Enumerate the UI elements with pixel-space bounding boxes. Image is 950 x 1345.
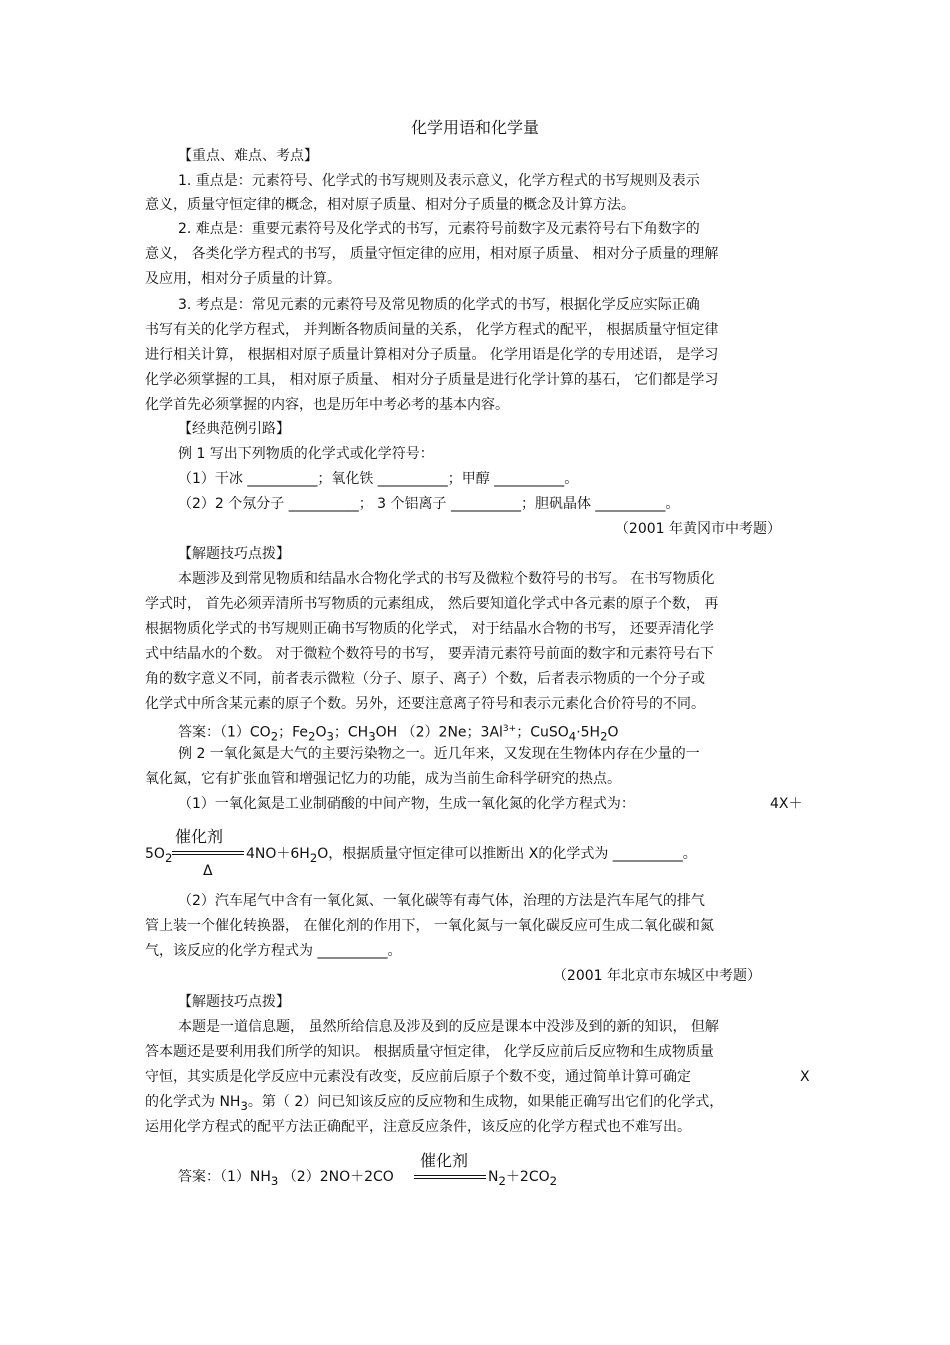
- example2-part1-tail: 4X＋: [770, 796, 803, 812]
- paragraph-line: [145, 1093, 723, 1115]
- example2-part2: （2）汽车尾气中含有一氧化氮、一氧化碳等有毒气体，治理的方法是汽车尾气的排气: [178, 893, 705, 909]
- paragraph-line: 管上装一个催化转换器， 在催化剂的作用下， 一氧化氮与一氧化碳反应可生成二氧化碳和氮: [145, 918, 714, 934]
- paragraph-line: 根据物质化学式的书写规则正确书写物质的化学式， 对于结晶水合物的书写， 还要弄清化学: [145, 621, 714, 637]
- section-heading-key-points: 【重点、难点、考点】: [178, 148, 318, 164]
- paragraph-line: 化学首先必须掌握的内容，也是历年中考必考的基本内容。: [145, 397, 509, 413]
- paragraph-line: 化学式中所含某元素的原子个数。另外，还要注意离子符号和表示元素化合价符号的不同。: [145, 696, 705, 712]
- heat-symbol: Δ: [203, 863, 213, 879]
- equation-text: 5O: [145, 846, 165, 862]
- tips-heading: 【解题技巧点拨】: [178, 546, 290, 562]
- page-title: 化学用语和化学量: [410, 118, 539, 137]
- paragraph-line: 进行相关计算， 根据相对原子质量计算相对分子质量。 化学用语是化学的专用述语， 是学习: [145, 347, 719, 363]
- answer-text: （2）2NO＋2CO: [278, 1169, 394, 1185]
- answer-text: OH （2）2Ne；3Al: [375, 724, 503, 741]
- subscript: 3: [368, 729, 376, 744]
- equation-text: 4NO＋6H: [246, 846, 310, 862]
- section-heading-examples: 【经典范例引路】: [178, 421, 290, 437]
- answer-text: ；CuSO: [516, 724, 569, 741]
- subscript: 3: [270, 1173, 279, 1188]
- paragraph-line: 意义，质量守恒定律的概念，相对原子质量、相对分子质量的概念及计算方法。: [145, 197, 635, 213]
- paragraph-line: 化学必须掌握的工具， 相对原子质量、 相对分子质量是进行化学计算的基石， 它们都是学习: [145, 372, 719, 388]
- answer-text: ·5H: [576, 724, 601, 741]
- paragraph-line: 答本题还是要利用我们所学的知识。 根据质量守恒定律， 化学反应前后反应物和生成物质量: [145, 1044, 714, 1060]
- catalyst-label: 催化剂: [420, 1151, 469, 1170]
- equation-text: O，根据质量守恒定律可以推断出 X的化学式为 __________。: [317, 846, 697, 862]
- answer-products: [488, 1168, 557, 1190]
- answer-text: 答案：（1）NH: [178, 1169, 271, 1185]
- equation-double-bar: [172, 851, 244, 855]
- paragraph-line: 本题涉及到常见物质和结晶水合物化学式的书写及微粒个数符号的书写。 在书写物质化: [178, 571, 715, 587]
- subscript: 3: [240, 1098, 248, 1113]
- subscript: 2: [600, 729, 608, 744]
- subscript: 2: [549, 1173, 558, 1188]
- paragraph-text: 的化学式为 NH: [145, 1094, 241, 1110]
- paragraph-line: 3. 考点是：常见元素的元素符号及常见物质的化学式的书写，根据化学反应实际正确: [178, 297, 700, 313]
- subscript: 2: [164, 850, 173, 865]
- example2-source: （2001 年北京市东城区中考题）: [552, 968, 761, 984]
- example1-part2: （2）2 个氖分子 __________； 3 个铝离子 __________；胆矾晶体 __________。: [178, 496, 680, 512]
- answer-text: ；Fe: [278, 724, 309, 741]
- paragraph-line: 2. 难点是：重要元素符号及化学式的书写，元素符号前数字及元素符号右下角数字的: [178, 221, 700, 237]
- paragraph-line: 守恒，其实质是化学反应中元素没有改变，反应前后原子个数不变，通过简单计算可确定: [145, 1069, 691, 1085]
- example2-question: 例 2 一氧化氮是大气的主要污染物之一。近几年来，又发现在生物体内存在少量的一: [178, 746, 700, 762]
- paragraph-line: 及应用，相对分子质量的计算。: [145, 271, 341, 287]
- example1-source: （2001 年黄冈市中考题）: [614, 521, 781, 537]
- answer-text: O: [315, 724, 327, 741]
- catalyst-label: 催化剂: [175, 827, 224, 846]
- answer-text: O: [607, 724, 619, 741]
- paragraph-text: 。第（ 2）问已知该反应的反应物和生成物，如果能正确写出它们的化学式，: [247, 1094, 724, 1110]
- superscript: 3+: [502, 724, 517, 734]
- example1-answer: [178, 720, 619, 745]
- subscript: 2: [498, 1173, 506, 1188]
- paragraph-line: 式中结晶水的个数。 对于微粒个数符号的书写， 要弄清元素符号前面的数字和元素符号右下: [145, 646, 714, 662]
- subscript: 2: [309, 850, 318, 865]
- example1-part1: （1）干冰 __________；氧化铁 __________；甲醇 __________。: [178, 471, 579, 487]
- subscript: 3: [326, 729, 334, 744]
- answer-text: 答案：（1）CO: [178, 724, 271, 741]
- paragraph-line: 气，该反应的化学方程式为 __________。: [145, 943, 402, 959]
- paragraph-line: 意义， 各类化学方程式的书写， 质量守恒定律的应用，相对原子质量、 相对分子质量的理解: [145, 246, 719, 262]
- answer-text: N: [488, 1169, 499, 1185]
- paragraph-line: 学式时， 首先必须弄清所书写物质的元素组成， 然后要知道化学式中各元素的原子个数， 再: [145, 596, 719, 612]
- equation-double-bar: [414, 1175, 486, 1179]
- paragraph-line: 角的数字意义不同，前者表示微粒（分子、原子、离子）个数，后者表示物质的一个分子或: [145, 671, 705, 687]
- tips-heading: 【解题技巧点拨】: [178, 994, 290, 1010]
- paragraph-line: 1. 重点是：元素符号、化学式的书写规则及表示意义，化学方程式的书写规则及表示: [178, 173, 700, 189]
- paragraph-line-tail: X: [800, 1069, 810, 1085]
- example2-answer: [178, 1168, 394, 1190]
- answer-text: ＋2CO: [505, 1169, 550, 1185]
- paragraph-line: 书写有关的化学方程式， 并判断各物质间量的关系， 化学方程式的配平， 根据质量守恒定律: [145, 322, 719, 338]
- answer-text: ；CH: [333, 724, 369, 741]
- equation-left: [145, 845, 172, 867]
- paragraph-line: 运用化学方程式的配平方法正确配平，注意反应条件，该反应的化学方程式也不难写出。: [145, 1119, 691, 1135]
- example2-part1: （1）一氧化氮是工业制硝酸的中间产物，生成一氧化氮的化学方程式为：: [178, 796, 635, 812]
- equation-right: [246, 845, 697, 867]
- paragraph-line: 氧化氮，它有扩张血管和增强记忆力的功能，成为当前生命科学研究的热点。: [145, 771, 621, 787]
- subscript: 2: [270, 729, 279, 744]
- subscript: 4: [568, 729, 577, 744]
- paragraph-line: 本题是一道信息题， 虽然所给信息及涉及到的反应是课本中没涉及到的新的知识， 但解: [178, 1019, 719, 1035]
- example1-question: 例 1 写出下列物质的化学式或化学符号：: [178, 446, 434, 462]
- subscript: 2: [308, 729, 316, 744]
